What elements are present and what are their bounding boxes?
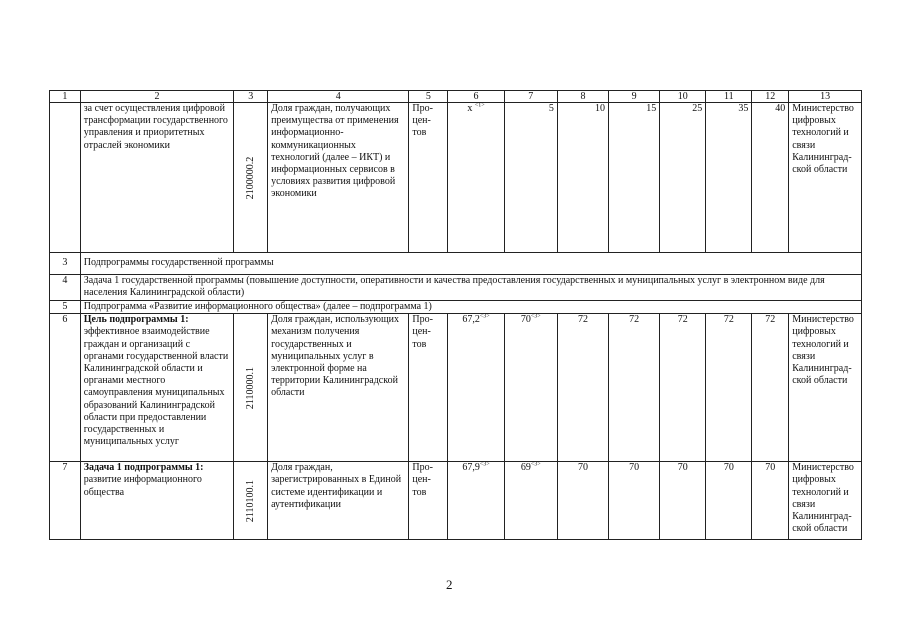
code-cell (234, 462, 268, 540)
column-number: 12 (752, 91, 789, 103)
unit: Про-цен-тов (409, 103, 448, 253)
footnote-mark: <3> (530, 313, 541, 320)
column-number: 13 (789, 91, 862, 103)
value: 70 (557, 462, 608, 540)
footnote-mark: <1> (474, 102, 485, 109)
column-number: 1 (50, 91, 81, 103)
table-row (50, 275, 862, 301)
footnote-mark: <3> (530, 461, 541, 468)
page-number: 2 (446, 577, 453, 592)
column-number-row (50, 91, 862, 103)
column-number: 3 (234, 91, 268, 103)
section-title: Задача 1 государственной программы (повышение доступности, оперативности и качества предоставления государственных и муниципальных услуг в электронном виде для населения Калининградской области) (80, 275, 861, 301)
unit: Про-цен-тов (409, 462, 448, 540)
column-number: 9 (609, 91, 660, 103)
code-cell (234, 103, 268, 253)
value: 67,9 (462, 462, 480, 474)
indicator-code: 2110000.1 (244, 366, 256, 409)
row-number-cell (50, 103, 81, 253)
footnote-mark: <3> (479, 461, 490, 468)
indicator-name: Доля граждан, получающих преимущества от применения информационно-коммуникационных технологий (далее – ИКТ) и информационных сервисов в условиях развития цифровой экономики (268, 103, 409, 253)
value: 15 (609, 103, 660, 253)
value: 5 (504, 103, 557, 253)
indicator-name: Доля граждан, использующих механизм получения государственных и муниципальных услуг в электронной форме на территории Калининградской области (268, 314, 409, 462)
value-cell (448, 314, 504, 462)
value: 40 (752, 103, 789, 253)
goal-name: за счет осуществления цифровой трансформации государственного управления и приоритетных отраслей экономики (80, 103, 234, 253)
table-row (50, 103, 862, 253)
row-number: 3 (50, 253, 81, 275)
row-number: 4 (50, 275, 81, 301)
value: 67,2 (462, 314, 480, 326)
value: х (467, 103, 473, 114)
table-row (50, 462, 862, 540)
responsible: Министерство цифровых технологий и связи Калининград-ской области (789, 103, 862, 253)
responsible: Министерство цифровых технологий и связи Калининград-ской области (789, 314, 862, 462)
indicator-code: 2110100.1 (244, 479, 256, 522)
row-number: 6 (50, 314, 81, 462)
table-row (50, 301, 862, 314)
footnote-mark: <3> (479, 313, 490, 320)
code-cell (234, 314, 268, 462)
value: 70 (520, 314, 531, 326)
value-cell (504, 462, 557, 540)
value: 72 (660, 314, 706, 462)
indicator-name: Доля граждан, зарегистрированных в Единой системе идентификации и аутентификации (268, 462, 409, 540)
table-row (50, 314, 862, 462)
value: 72 (557, 314, 608, 462)
goal-text: эффективное взаимодействие граждан и организаций с органами государственной власти Калининградской области и органами местного самоуправления муниципальных образований Калининградской области при предоставлении государственных и муниципальных услуг (83, 326, 229, 448)
column-number: 8 (557, 91, 608, 103)
value: 72 (609, 314, 660, 462)
table-row (50, 253, 862, 275)
row-number: 5 (50, 301, 81, 314)
column-number: 10 (660, 91, 706, 103)
section-title: Подпрограммы государственной программы (80, 253, 861, 275)
goal-name (80, 462, 234, 540)
goal-title: Цель подпрограммы 1: (83, 314, 189, 326)
indicators-table (49, 90, 862, 540)
section-title: Подпрограмма «Развитие информационного общества» (далее – подпрограмма 1) (80, 301, 861, 314)
value: 10 (557, 103, 608, 253)
goal-title: Задача 1 подпрограммы 1: (83, 462, 204, 474)
column-number: 2 (80, 91, 234, 103)
goal-name (80, 314, 234, 462)
goal-text: развитие информационного общества (83, 474, 202, 498)
value: 69 (520, 462, 531, 474)
column-number: 7 (504, 91, 557, 103)
unit: Про-цен-тов (409, 314, 448, 462)
value: 72 (752, 314, 789, 462)
value-cell (448, 103, 504, 253)
value-cell (448, 462, 504, 540)
value: 25 (660, 103, 706, 253)
value: 35 (706, 103, 752, 253)
row-number: 7 (50, 462, 81, 540)
value: 70 (609, 462, 660, 540)
column-number: 11 (706, 91, 752, 103)
column-number: 5 (409, 91, 448, 103)
column-number: 6 (448, 91, 504, 103)
value: 70 (660, 462, 706, 540)
responsible: Министерство цифровых технологий и связи Калининград-ской области (789, 462, 862, 540)
indicator-code: 2100000.2 (244, 156, 256, 199)
value: 70 (706, 462, 752, 540)
column-number: 4 (268, 91, 409, 103)
value: 70 (752, 462, 789, 540)
value-cell (504, 314, 557, 462)
value: 72 (706, 314, 752, 462)
